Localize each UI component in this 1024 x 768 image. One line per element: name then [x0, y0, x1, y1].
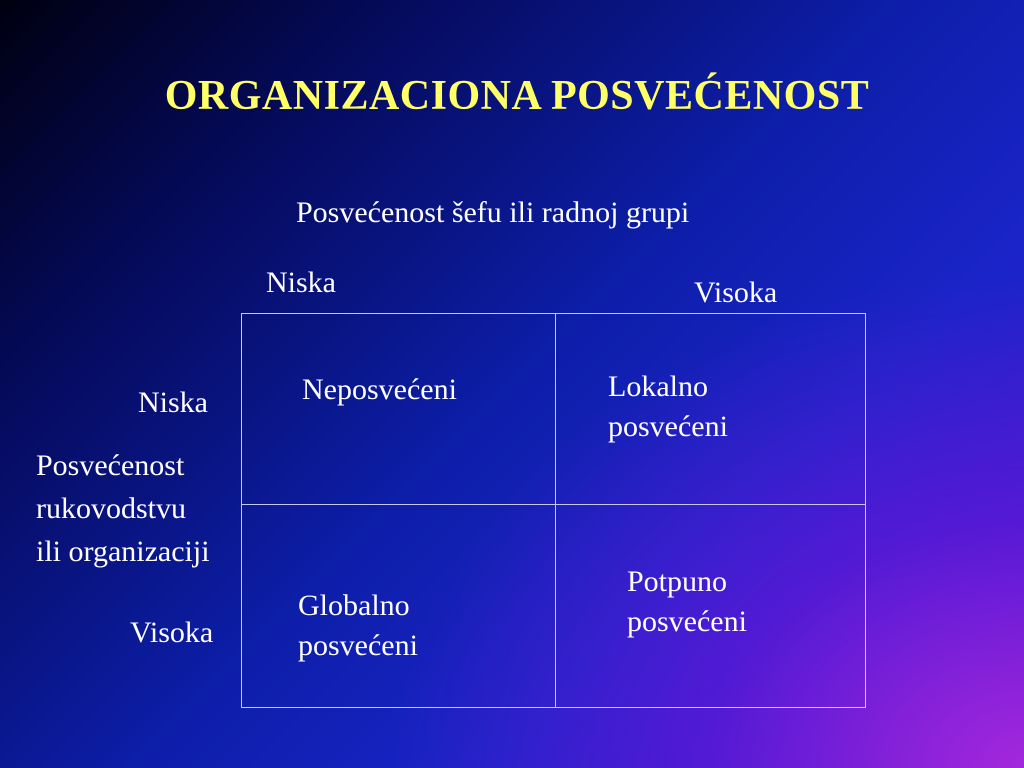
- cell-bottom-left-line1: Globalno: [298, 589, 410, 622]
- cell-top-right-line1: Lokalno: [608, 370, 708, 403]
- x-axis-high-label: Visoka: [694, 276, 778, 309]
- grid-horizontal-divider: [242, 504, 865, 505]
- cell-bottom-left-line2: posvećeni: [298, 629, 418, 662]
- y-axis-label: [36, 444, 256, 573]
- y-axis-low-label: Niska: [138, 386, 208, 419]
- grid-vertical-divider: [555, 314, 556, 707]
- y-axis-label-line1: Posvećenost: [36, 449, 185, 482]
- cell-top-left-text: Neposvećeni: [302, 373, 457, 406]
- y-axis-label-line2: rukovodstvu: [36, 492, 186, 525]
- y-axis-label-line3: ili organizaciji: [36, 535, 210, 568]
- cell-bottom-right: [627, 562, 827, 642]
- cell-top-right-line2: posvećeni: [608, 410, 728, 443]
- cell-bottom-right-line1: Potpuno: [627, 565, 728, 598]
- cell-top-left: [302, 370, 457, 410]
- slide-title: ORGANIZACIONA POSVEĆENOST: [164, 73, 870, 119]
- cell-bottom-left: [298, 586, 498, 666]
- y-axis-high-label: Visoka: [130, 616, 214, 649]
- x-axis-label: Posvećenost šefu ili radnoj grupi: [296, 196, 690, 229]
- cell-bottom-right-line2: posvećeni: [627, 605, 747, 638]
- cell-top-right: [608, 367, 808, 447]
- x-axis-low-label: Niska: [266, 266, 336, 299]
